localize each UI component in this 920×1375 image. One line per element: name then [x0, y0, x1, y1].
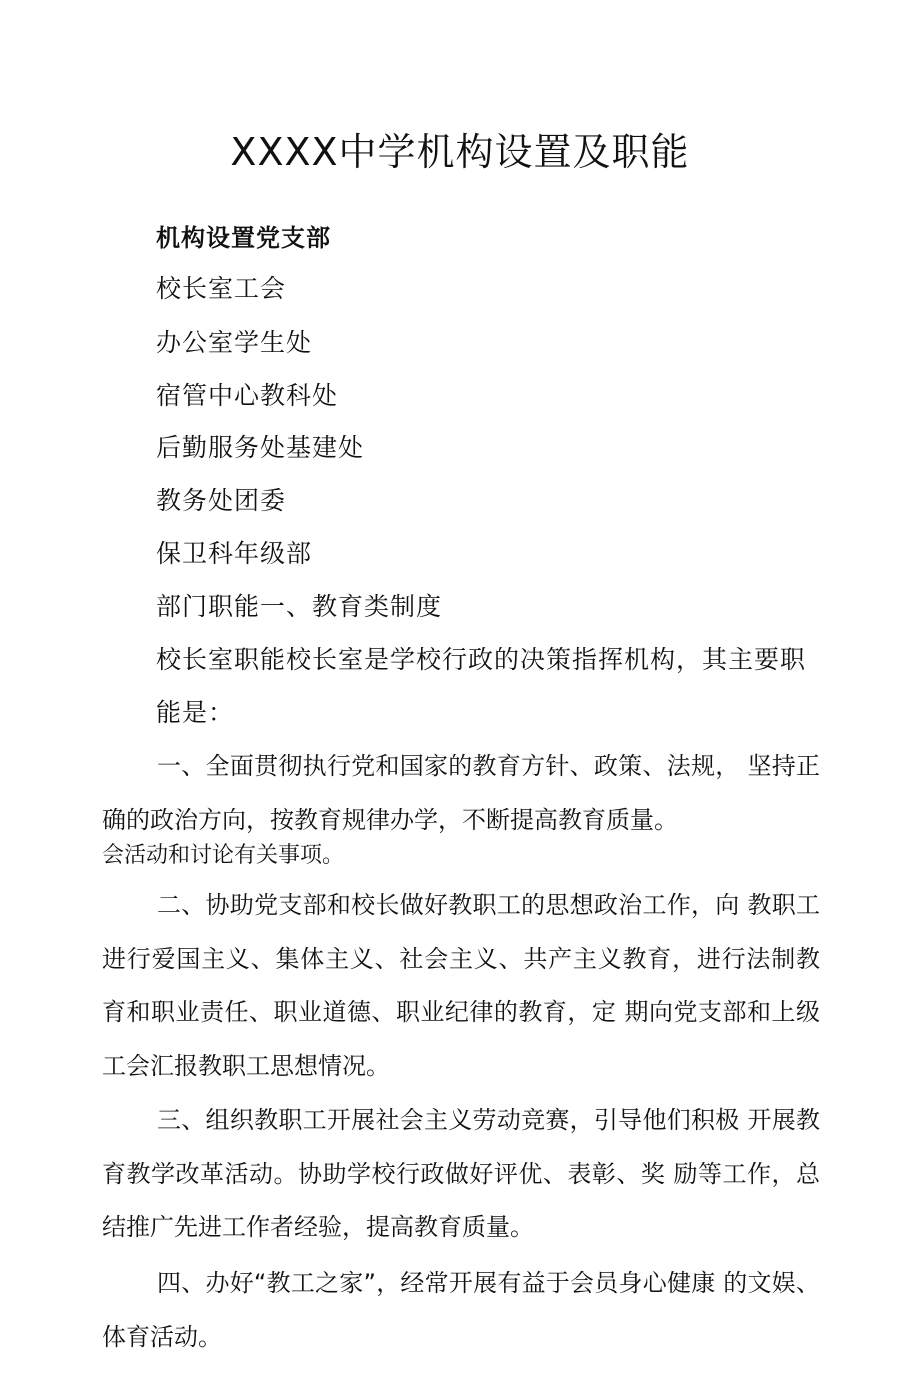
org-line-2: 校长室工会 — [156, 274, 287, 303]
org-line-6: 教务处团委 — [156, 486, 287, 515]
paragraph-3: 三、组织教职工开展社会主义劳动竞赛，引导他们积极 开展教育教学改革活动。协助学校行政做好评优、表彰、奖 励等工作，总结推广先进工作者经验，提高教育质量。 — [102, 1106, 820, 1241]
paragraph-2: 二、协助党支部和校长做好教职工的思想政治工作，向 教职工进行爱国主义、集体主义、社会主义、共产主义教育，进行法制教育和职业责任、职业道德、职业纪律的教育，定 期向党支部和上级工会汇报教职工思想情况。 — [102, 891, 820, 1080]
org-line-5: 后勤服务处基建处 — [156, 433, 365, 462]
paragraph-fragment: 会活动和讨论有关事项。 — [102, 843, 345, 868]
org-line-7: 保卫科年级部 — [156, 539, 313, 568]
paragraph-4: 四、办好“教工之家”，经常开展有益于会员身心健康 的文娱、体育活动。 — [102, 1269, 820, 1351]
org-line-10: 能是： — [156, 698, 235, 727]
paragraph-1: 一、全面贯彻执行党和国家的教育方针、政策、法规， 坚持正确的政治方向，按教育规律办学，不断提高教育质量。 — [102, 752, 820, 834]
org-line-9: 校长室职能校长室是学校行政的决策指挥机构，其主要职 — [156, 645, 807, 674]
org-line-3: 办公室学生处 — [156, 328, 313, 357]
org-line-8: 部门职能一、教育类制度 — [156, 592, 443, 621]
org-line-4: 宿管中心教科处 — [156, 381, 339, 410]
org-line-1: 机构设置党支部 — [156, 224, 331, 252]
document-title: XXXX中学机构设置及职能 — [230, 130, 690, 174]
